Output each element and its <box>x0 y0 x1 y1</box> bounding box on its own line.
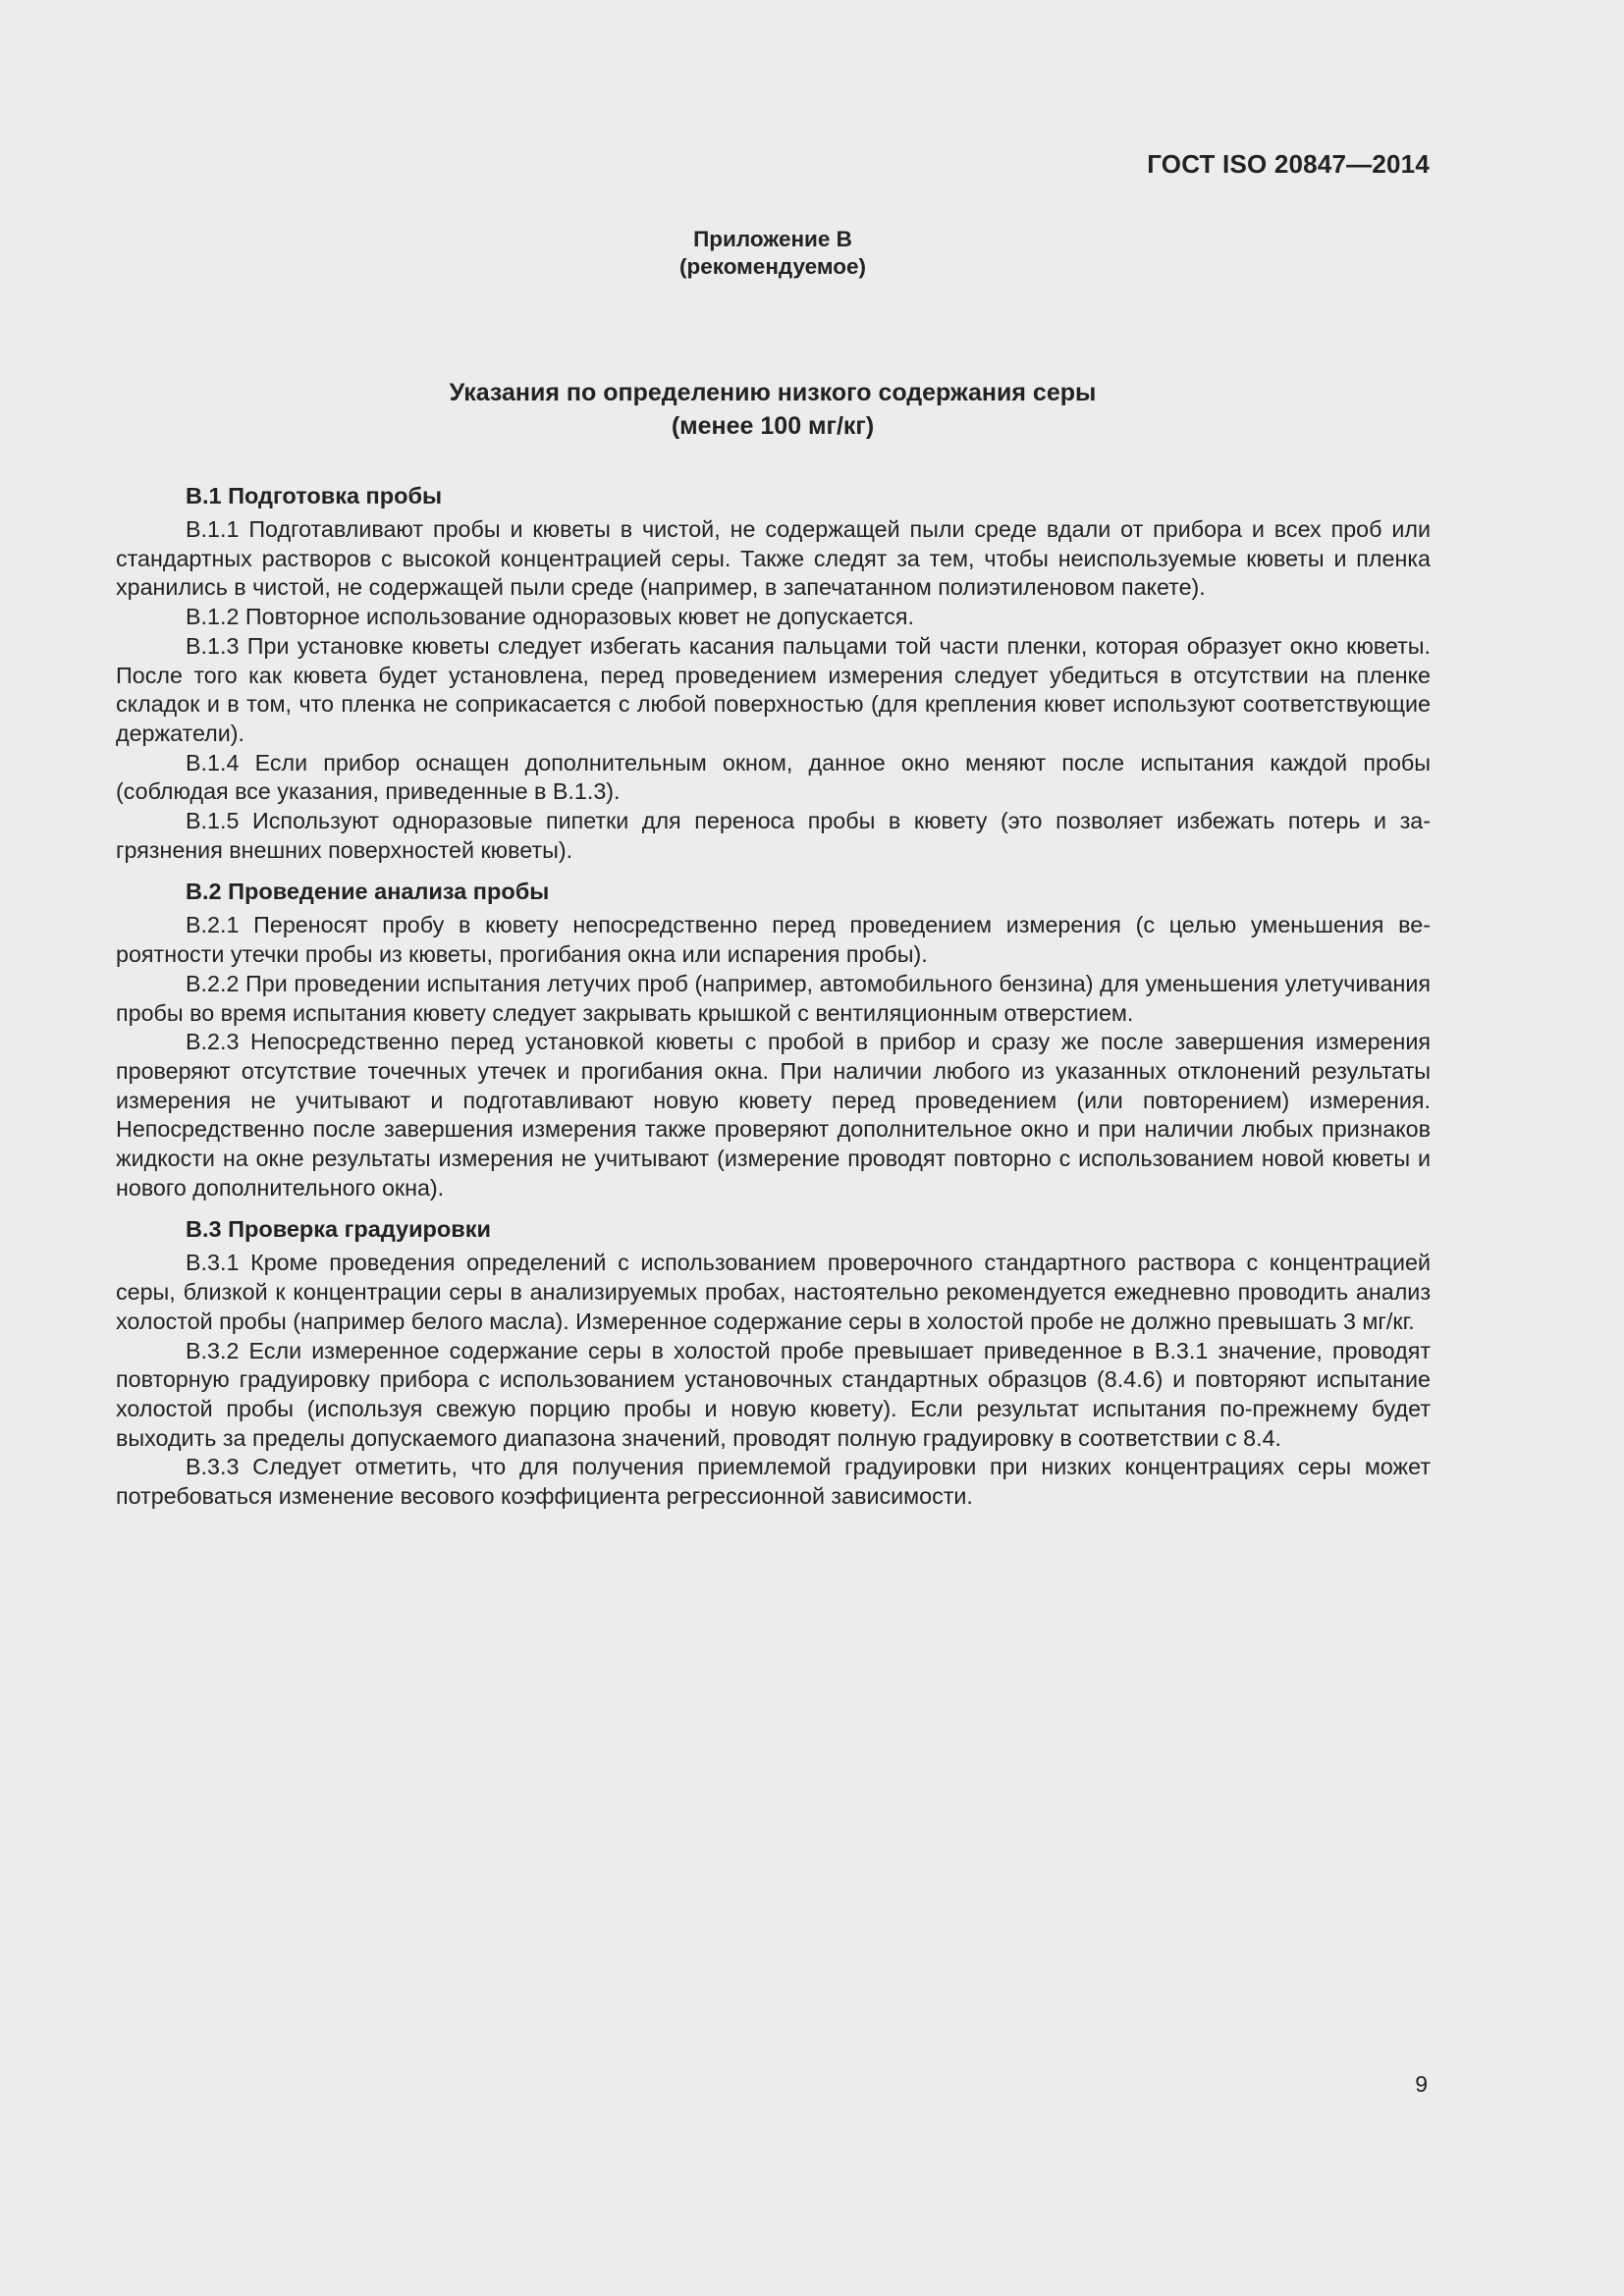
paragraph-b1-2: В.1.2 Повторное использование одноразовых кювет не допускается. <box>186 604 914 630</box>
document-title-line-1: Указания по определению низкого содержания серы <box>449 379 1097 406</box>
page-number: 9 <box>1415 2071 1428 2097</box>
section-b2 <box>116 877 1431 1202</box>
paragraph-b3-2: В.3.2 Если измеренное содержание серы в холостой пробе превышает приведенное в В.3.1 значение, проводят повторную градуировку прибора с использованием установочных стандартных образцов (8.4.6) и повторяют испытание холостой пробы (используя свежую порцию пробы и новую кювету). Если результат испытания по-прежнему будет выходить за пределы допускаемого диапазона значений, проводят полную градуировку в соответствии с 8.4. <box>116 1337 1431 1451</box>
paragraph-b1-5: В.1.5 Используют одноразовые пипетки для переноса пробы в кювету (это позволяет избежать потерь и загрязнения внешних поверхностей кюветы). <box>116 808 1431 863</box>
section-heading: В.3 Проверка градуировки <box>186 1216 491 1243</box>
paragraph-b2-1: В.2.1 Переносят пробу в кювету непосредственно перед проведением измерения (с целью уменьшения вероятности утечки пробы из кюветы, прогибания окна или испарения пробы). <box>116 912 1431 968</box>
paragraph-b1-4: В.1.4 Если прибор оснащен дополнительным окном, данное окно меняют после испытания каждой пробы (соблюдая все указания, приведенные в В.1.3). <box>116 749 1431 805</box>
appendix-heading <box>0 226 1545 281</box>
paragraph-b1-3: В.1.3 При установке кюветы следует избегать касания пальцами той части пленки, которая образует окно кюветы. После того как кювета будет установлена, перед проведением измерения следует убедиться в отсутствии на пленке складок и в том, что пленка не соприкасается с любой поверхностью (для крепления кювет используют соответствующие держатели). <box>116 632 1431 746</box>
paragraph-b1-1: В.1.1 Подготавливают пробы и кюветы в чистой, не содержащей пыли среде вдали от прибора и всех проб или стандартных растворов с высокой концентрацией серы. Также следят за тем, чтобы неиспользуемые кюветы и пленка хранились в чистой, не содержащей пыли среде (например, в запечатанном полиэтиленовом пакете). <box>116 516 1431 601</box>
appendix-label: Приложение В <box>693 227 852 251</box>
section-b1 <box>116 481 1431 865</box>
document-body <box>116 481 1431 1512</box>
section-b3 <box>116 1214 1431 1511</box>
document-title <box>0 376 1545 443</box>
paragraph-b3-1: В.3.1 Кроме проведения определений с использованием проверочного стандартного раствора с концентрацией серы, близкой к концентрации серы в анализируемых пробах, настоятельно рекомендуется ежедневно проводить анализ холостой пробы (например белого масла). Измеренное содержание серы в холостой пробе не должно превышать 3 мг/кг. <box>116 1250 1431 1334</box>
appendix-status: (рекомендуемое) <box>679 254 866 279</box>
standard-code-header: ГОСТ ISO 20847—2014 <box>1147 149 1430 179</box>
paragraph-b3-3: В.3.3 Следует отметить, что для получения приемлемой градуировки при низких концентрациях серы может потребоваться изменение весового коэффициента регрессионной зависимости. <box>116 1454 1431 1510</box>
section-heading: В.2 Проведение анализа пробы <box>186 879 550 905</box>
paragraph-b2-2: В.2.2 При проведении испытания летучих проб (например, автомобильного бензина) для уменьшения улетучивания пробы во время испытания кювету следует закрывать крышкой с вентиляционным отверстием. <box>116 970 1431 1026</box>
document-title-line-2: (менее 100 мг/кг) <box>671 412 875 440</box>
section-heading: В.1 Подготовка пробы <box>186 483 443 508</box>
paragraph-b2-3: В.2.3 Непосредственно перед установкой кюветы с пробой в прибор и сразу же после завершения измерения проверяют отсутствие точечных утечек и прогибания окна. При наличии любого из указанных отклонений результаты измерения не учитывают и подготавливают новую кювету перед проведением (или повторением) измерения. Непосредственно после завершения измерения также проверяют дополнительное окно и при наличии любых признаков жидкости на окне результаты измерения не учитывают (измерение проводят повторно с использованием новой кюветы и нового дополнительного окна). <box>116 1029 1431 1201</box>
